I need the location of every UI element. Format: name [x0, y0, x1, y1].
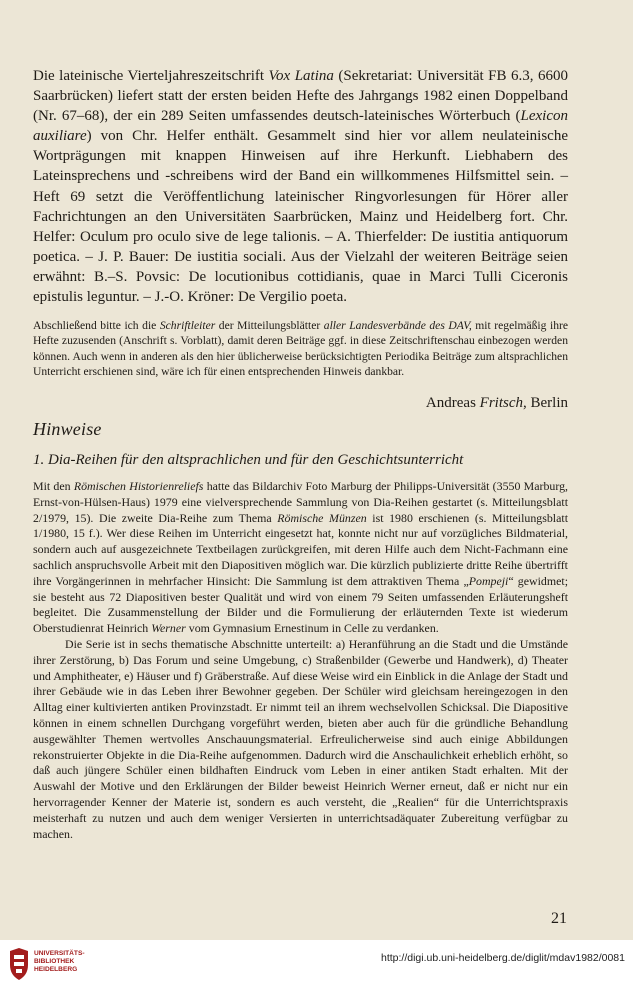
library-logo-icon [8, 947, 30, 981]
permalink-url[interactable]: http://digi.ub.uni-heidelberg.de/diglit/mdav1982/0081 [380, 952, 625, 964]
article-body [33, 479, 568, 842]
body-paragraph-2: Die Serie ist in sechs thematische Abschnitte unterteilt: a) Heranführung an die Stadt und die Umstände ihrer Zerstörung, b) Das Forum und seine Umgebung, c) Straßenbilder (Gewerbe und Handwerk), d) Theater und Amphitheater, e) Häuser und f) Gräberstraße. Auf diese Weise wird ein Einblick in die Anlage der Stadt und ihrer Gebäude wie in das Leben ihrer Bewohner gegeben. Der Schüler wird gleichsam hereingezogen in den Alltag einer kultivierten antiken Provinzstadt. Er nimmt teil an ihrem wechselvollen Schicksal. Die Diapositive können in einem schnellen Durchgang vorgeführt werden, bieten aber auch für die gründliche Behandlung ausgewählter Themen wertvolles Anschauungsmaterial. Erfreulicherweise sind auch einige Abbildungen rekonstruierter Objekte in die Dia-Reihe aufgenommen. Dadurch wird die Anschaulichkeit erheblich erhöht, so daß auch jüngere Schüler einen bildhaften Eindruck vom Leben in einer antiken Stadt erhalten. Mit der Auswahl der Motive und den Erklärungen der Bilder beweist Heinrich Werner erneut, daß er nicht nur ein hervorragender Kenner der Materie ist, sondern es auch versteht, die „Realien“ für die Unterrichtspraxis meisterhaft zu nutzen und auch dem weniger Versierten in unterrichtsadäquater Zubereitung verfügbar zu machen. [33, 636, 568, 841]
page-number: 21 [551, 910, 567, 927]
library-footer [0, 940, 633, 988]
lexicon-title: Lexicon auxiliare [33, 108, 568, 145]
closing-note: Abschließend bitte ich die Schriftleiter der Mitteilungsblätter aller Landesverbände des DAV, mit regelmäßig ihre Hefte zuzusenden (Anschrift s. Vorblatt), damit deren Beiträge ggf. in diese Zeitschriftenschau einbezogen werden können. Auch wenn in anderen als den hier üblicherweise berücksichtigten Periodika Beiträge zum altsprachlichen Unterricht erschienen sind, wäre ich für einen entsprechenden Hinweis dankbar. [33, 319, 569, 379]
intro-paragraph: Die lateinische Vierteljahreszeitschrift Vox Latina (Sekretariat: Universität FB 6.3, 6600 Saarbrücken) liefert statt der ersten beiden Hefte des Jahrgangs 1982 einen Doppelband (Nr. 67–68), der ein 289 Seiten umfassendes deutsch-lateinisches Wörterbuch (Lexicon auxiliare) von Chr. Helfer enthält. Gesammelt sind hier vor allem neulateinische Wortprägungen mit knappen Hinweisen auf ihre Herkunft. Liebhabern des Lateinsprechens und -schreibens wird der Band ein willkommenes Hilfsmittel sein. – Heft 69 setzt die Veröffentlichung lateinischer Ringvorlesungen für Hörer aller Fachrichtungen an den Universitäten Saarbrücken, Mainz und Heidelberg fort. Chr. Helfer: Oculum pro oculo sive de lege talionis. – A. Thierfelder: De iustitia antiquorum poetica. – J. P. Bauer: De iustitia sociali. Aus der Vielzahl der weiteren Beiträge seien erwähnt: B.–S. Povsic: De locutionibus cottidianis, quae in Marci Tulli Ciceronis epistulis leguntur. – J.-O. Kröner: De Vergilio poeta. [33, 68, 568, 306]
subsection-heading: 1. Dia-Reihen für den altsprachlichen und für den Geschichtsunterricht [33, 452, 464, 468]
author-signature: Andreas Fritsch, Berlin [425, 395, 568, 411]
body-paragraph-1: Mit den Römischen Historienreliefs hatte das Bildarchiv Foto Marburg der Philipps-Universität (3550 Marburg, Ernst-von-Hülsen-Haus) 1979 eine vielversprechende Sammlung von Dia-Reihen gestartet (s. Mitteilungsblatt 2/1979, 15). Die zweite Dia-Reihe zum Thema Römische Münzen ist 1980 erschienen (s. Mitteilungsblatt 1/1980, 15 f.). Wer diese Reihen im Unterricht eingesetzt hat, konnte nicht nur auf vorzügliches Bildmaterial, sondern auch auf ausgezeichnete Textbeilagen zurückgreifen, mit deren Hilfe auch dem Nicht-Fachmann eine sachlich anspruchsvolle Arbeit mit den Diapositiven möglich war. Die kürzlich publizierte dritte Reihe übertrifft ihre Vorgängerinnen in mehrfacher Hinsicht: Die Sammlung ist dem attraktiven Thema „Pompeji“ gewidmet; sie besteht aus 72 Diapositiven bester Qualität und wird von einem 79 Seiten umfassenden Erläuterungsheft begleitet. Die Zusammenstellung der Bilder und die Formulierung der erläuternden Texte ist wiederum Oberstudienrat Heinrich Werner vom Gymnasium Ernestinum in Celle zu verdanken. [33, 479, 569, 636]
journal-title: Vox Latina [268, 68, 334, 84]
section-heading: Hinweise [33, 419, 102, 439]
library-name: UNIVERSITÄTS- BIBLIOTHEK HEIDELBERG [34, 950, 85, 973]
